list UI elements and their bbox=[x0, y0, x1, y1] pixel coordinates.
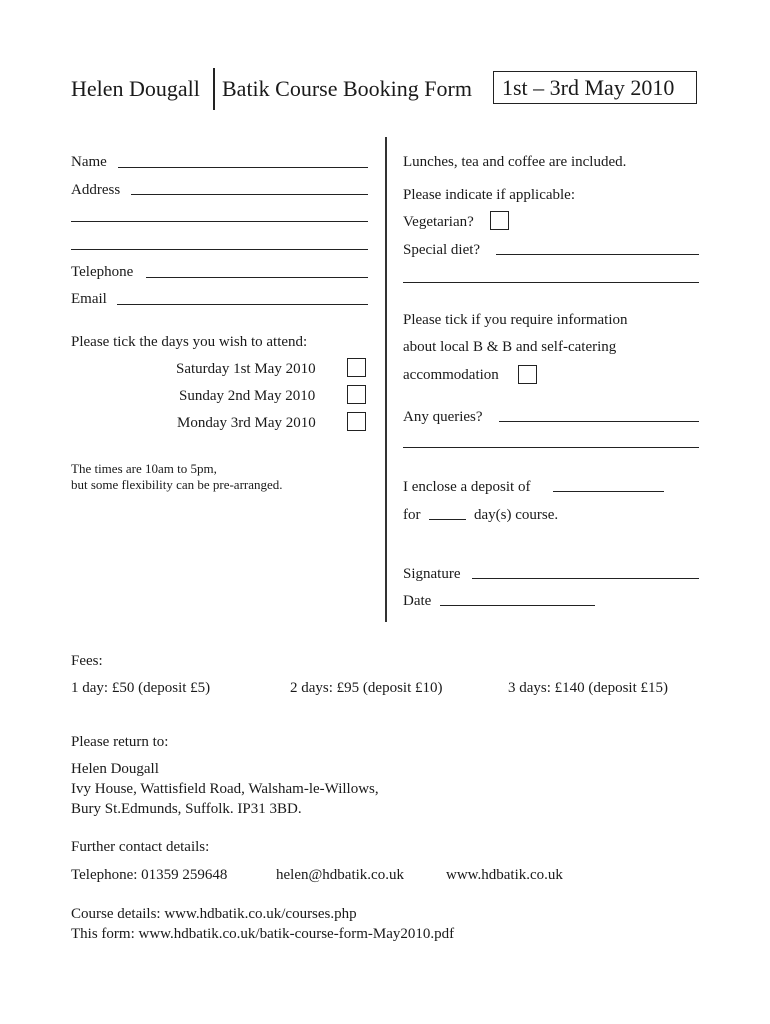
email-field[interactable] bbox=[117, 304, 368, 305]
days-prompt: Please tick the days you wish to attend: bbox=[71, 334, 308, 350]
indicate-note: Please indicate if applicable: bbox=[403, 187, 576, 203]
return-address-line-3: Bury St.Edmunds, Suffolk. IP31 3BD. bbox=[71, 801, 302, 817]
email-label: Email bbox=[71, 291, 107, 307]
fee-two-days: 2 days: £95 (deposit £10) bbox=[290, 680, 443, 696]
dates-box bbox=[493, 71, 697, 104]
date-field[interactable] bbox=[440, 605, 595, 606]
deposit-amount-field[interactable] bbox=[553, 491, 664, 492]
return-address-line-1: Helen Dougall bbox=[71, 761, 159, 777]
date-label: Date bbox=[403, 593, 432, 609]
name-field[interactable] bbox=[118, 167, 368, 168]
bb-info-line-1: Please tick if you require information bbox=[403, 312, 628, 328]
header-name: Helen Dougall bbox=[71, 76, 200, 101]
times-note-line-2: but some flexibility can be pre-arranged. bbox=[71, 477, 283, 492]
return-address-line-2: Ivy House, Wattisfield Road, Walsham-le-Willows, bbox=[71, 781, 379, 797]
signature-label: Signature bbox=[403, 566, 461, 582]
deposit-label: I enclose a deposit of bbox=[403, 479, 531, 495]
day-label-monday: Monday 3rd May 2010 bbox=[177, 415, 316, 431]
signature-field[interactable] bbox=[472, 578, 699, 579]
vegetarian-checkbox[interactable] bbox=[490, 211, 509, 230]
for-label: for bbox=[403, 507, 421, 523]
day-label-sunday: Sunday 2nd May 2010 bbox=[179, 388, 316, 404]
form-title: Batik Course Booking Form bbox=[222, 76, 472, 101]
contact-email-link[interactable]: helen@hdbatik.co.uk bbox=[276, 867, 404, 883]
day-checkbox-sunday[interactable] bbox=[347, 385, 366, 404]
queries-field-line-2[interactable] bbox=[403, 447, 699, 448]
fee-one-day: 1 day: £50 (deposit £5) bbox=[71, 680, 211, 696]
contact-telephone: Telephone: 01359 259648 bbox=[71, 867, 228, 883]
course-details-link[interactable]: Course details: www.hdbatik.co.uk/courses.php bbox=[71, 906, 357, 922]
day-checkbox-monday[interactable] bbox=[347, 412, 366, 431]
return-heading: Please return to: bbox=[71, 734, 169, 750]
day-label-saturday: Saturday 1st May 2010 bbox=[176, 361, 316, 377]
address-field-line-3[interactable] bbox=[71, 249, 368, 250]
course-label: day(s) course. bbox=[474, 507, 559, 523]
address-field-line-2[interactable] bbox=[71, 221, 368, 222]
times-note-line-1: The times are 10am to 5pm, bbox=[71, 461, 217, 476]
telephone-label: Telephone bbox=[71, 264, 134, 280]
fee-three-days: 3 days: £140 (deposit £15) bbox=[508, 680, 668, 696]
bb-info-line-3: accommodation bbox=[403, 367, 499, 383]
name-label: Name bbox=[71, 154, 107, 170]
lunches-note: Lunches, tea and coffee are included. bbox=[403, 154, 627, 170]
queries-field-line-1[interactable] bbox=[499, 421, 699, 422]
column-divider bbox=[385, 137, 387, 622]
special-diet-field-line-2[interactable] bbox=[403, 282, 699, 283]
queries-label: Any queries? bbox=[403, 409, 483, 425]
bb-info-line-2: about local B & B and self-catering bbox=[403, 339, 617, 355]
day-checkbox-saturday[interactable] bbox=[347, 358, 366, 377]
address-label: Address bbox=[71, 182, 121, 198]
header-divider bbox=[213, 68, 215, 110]
contact-website-link[interactable]: www.hdbatik.co.uk bbox=[446, 867, 563, 883]
address-field-line-1[interactable] bbox=[131, 194, 368, 195]
days-count-field[interactable] bbox=[429, 519, 466, 520]
special-diet-label: Special diet? bbox=[403, 242, 481, 258]
course-dates: 1st – 3rd May 2010 bbox=[502, 75, 675, 100]
telephone-field[interactable] bbox=[146, 277, 368, 278]
fees-heading: Fees: bbox=[71, 653, 103, 669]
vegetarian-label: Vegetarian? bbox=[403, 214, 474, 230]
this-form-link[interactable]: This form: www.hdbatik.co.uk/batik-course-form-May2010.pdf bbox=[71, 926, 455, 942]
accommodation-checkbox[interactable] bbox=[518, 365, 537, 384]
contact-heading: Further contact details: bbox=[71, 839, 210, 855]
special-diet-field-line-1[interactable] bbox=[496, 254, 699, 255]
